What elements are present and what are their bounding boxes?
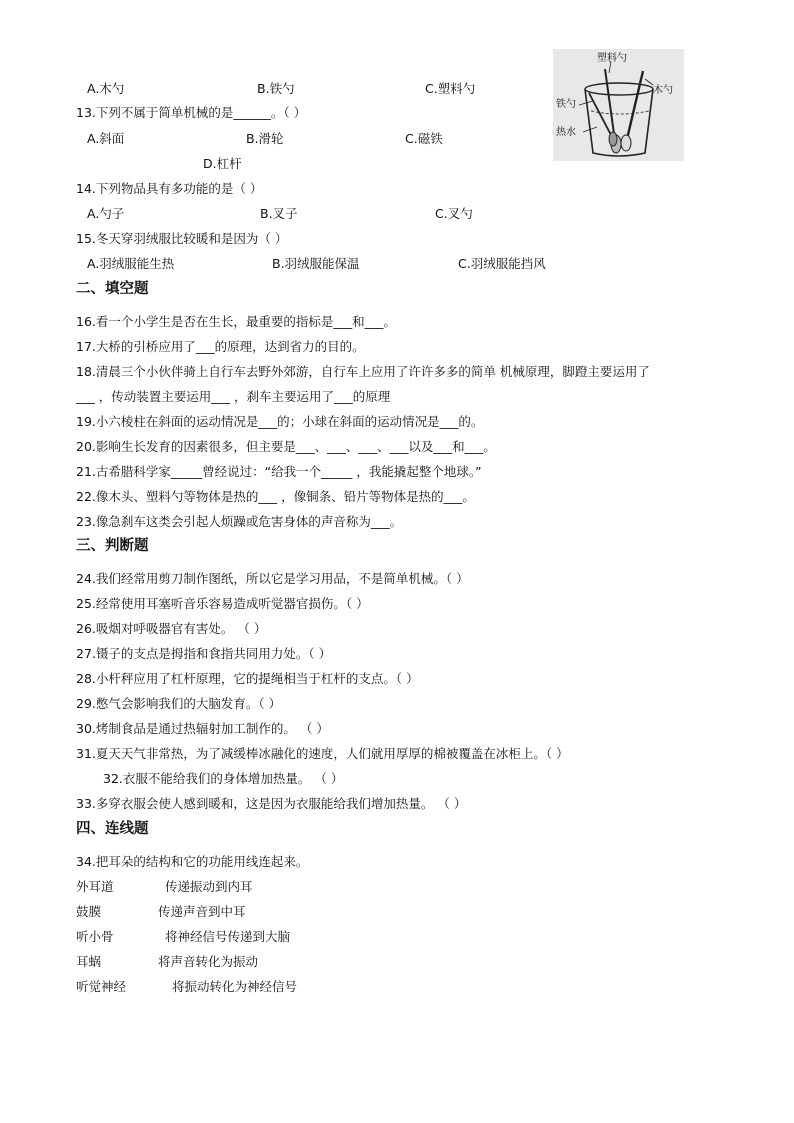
match-left-item: 听觉神经 xyxy=(76,979,127,994)
question-32: 32.衣服不能给我们的身体增加热量。 （ ） xyxy=(103,771,344,786)
q12-option-a: A.木勺 xyxy=(87,81,125,96)
question-16: 16.看一个小学生是否在生长，最重要的指标是___和___。 xyxy=(76,314,396,329)
figure-label-wood-spoon: 木勺 xyxy=(653,85,673,96)
q15-option-b: B.羽绒服能保温 xyxy=(272,256,360,271)
figure-label-iron-spoon: 铁勺 xyxy=(556,99,576,110)
q14-option-a: A.勺子 xyxy=(87,206,125,221)
question-29: 29.憋气会影响我们的大脑发育。（ ） xyxy=(76,696,282,711)
question-13: 13.下列不属于简单机械的是______。（ ） xyxy=(76,105,307,120)
question-24: 24.我们经常用剪刀制作图纸，所以它是学习用品，不是简单机械。（ ） xyxy=(76,571,469,586)
spoons-in-hot-water-figure xyxy=(553,49,684,161)
question-17: 17.大桥的引桥应用了___的原理，达到省力的目的。 xyxy=(76,339,365,354)
q13-option-c: C.磁铁 xyxy=(405,131,443,146)
section-heading-true-false: 三、判断题 xyxy=(76,538,149,554)
question-15: 15.冬天穿羽绒服比较暖和是因为（ ） xyxy=(76,231,288,246)
question-14: 14.下列物品具有多功能的是（ ） xyxy=(76,181,263,196)
match-right-item: 传递振动到内耳 xyxy=(165,879,253,894)
question-34: 34.把耳朵的结构和它的功能用线连起来。 xyxy=(76,854,309,869)
match-left-item: 耳蜗 xyxy=(76,954,102,969)
question-33: 33.多穿衣服会使人感到暖和，这是因为衣服能给我们增加热量。 （ ） xyxy=(76,796,467,811)
figure-label-hot-water: 热水 xyxy=(556,127,576,138)
question-23: 23.像急刹车这类会引起人烦躁或危害身体的声音称为___。 xyxy=(76,514,403,529)
question-28: 28.小杆秤应用了杠杆原理，它的提绳相当于杠杆的支点。（ ） xyxy=(76,671,419,686)
question-21: 21.古希腊科学家_____曾经说过：“给我一个_____ ，我能撬起整个地球。” xyxy=(76,464,482,479)
question-22: 22.像木头、塑料勺等物体是热的___ ，像铜条、铅片等物体是热的___。 xyxy=(76,489,475,504)
section-heading-fill-in: 二、填空题 xyxy=(76,281,149,297)
section-heading-matching: 四、连线题 xyxy=(76,821,149,837)
q13-option-d: D.杠杆 xyxy=(203,156,242,171)
question-19: 19.小六棱柱在斜面的运动情况是___的；小球在斜面的运动情况是___的。 xyxy=(76,414,484,429)
question-20: 20.影响生长发育的因素很多，但主要是___、___、___、___以及___和___。 xyxy=(76,439,496,454)
question-18: 18.清晨三个小伙伴骑上自行车去野外郊游，自行车上应用了许许多多的简单 机械原理，脚蹬主要运用了 xyxy=(76,364,650,379)
q13-option-a: A.斜面 xyxy=(87,131,125,146)
question-30: 30.烤制食品是通过热辐射加工制作的。 （ ） xyxy=(76,721,329,736)
question-18-continued: ___ ，传动装置主要运用___ ，刹车主要运用了___的原理 xyxy=(76,389,391,404)
q14-option-b: B.叉子 xyxy=(260,206,298,221)
question-25: 25.经常使用耳塞听音乐容易造成听觉器官损伤。（ ） xyxy=(76,596,369,611)
q12-option-c: C.塑料勺 xyxy=(425,81,476,96)
question-31: 31.夏天天气非常热，为了减缓棒冰融化的速度，人们就用厚厚的棉被覆盖在冰柜上。（ ） xyxy=(76,746,569,761)
match-left-item: 听小骨 xyxy=(76,929,114,944)
q15-option-a: A.羽绒服能生热 xyxy=(87,256,175,271)
match-right-item: 将神经信号传递到大脑 xyxy=(165,929,291,944)
match-left-item: 鼓膜 xyxy=(76,904,102,919)
match-right-item: 传递声音到中耳 xyxy=(158,904,246,919)
match-right-item: 将振动转化为神经信号 xyxy=(172,979,298,994)
q14-option-c: C.叉勺 xyxy=(435,206,473,221)
q15-option-c: C.羽绒服能挡风 xyxy=(458,256,546,271)
match-right-item: 将声音转化为振动 xyxy=(158,954,259,969)
question-27: 27.镊子的支点是拇指和食指共同用力处。（ ） xyxy=(76,646,332,661)
q12-option-b: B.铁勺 xyxy=(257,81,295,96)
figure-label-plastic-spoon: 塑料勺 xyxy=(597,53,627,64)
q13-option-b: B.滑轮 xyxy=(246,131,284,146)
question-26: 26.吸烟对呼吸器官有害处。 （ ） xyxy=(76,621,267,636)
match-left-item: 外耳道 xyxy=(76,879,114,894)
